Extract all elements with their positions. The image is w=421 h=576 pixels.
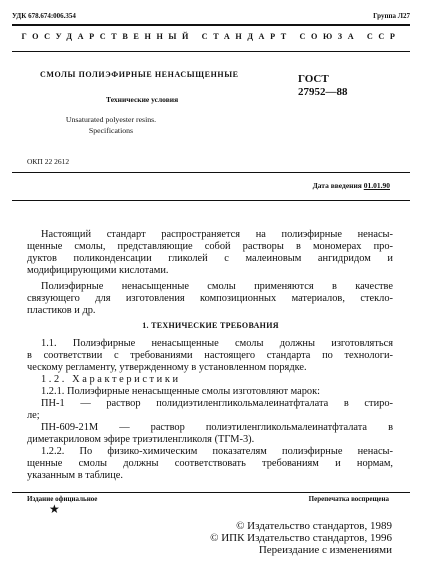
subsection-heading: 1.2. Характеристики — [41, 374, 181, 385]
body-line: 1.2.1. Полиэфирные ненасыщенные смолы изготовляют марок: — [41, 386, 321, 397]
body-line: указанным в таблице. — [27, 470, 124, 481]
okp-code: ОКП 22 2612 — [27, 157, 70, 166]
reissue-note: Переиздание с изменениями — [258, 544, 392, 556]
document-subtitle: Технические условия — [106, 95, 179, 104]
group-code: Группа Л27 — [373, 12, 410, 20]
body-line: модифицирующими кислотами. — [27, 265, 169, 276]
copyright-line: © Издательство стандартов, 1989 — [236, 520, 392, 532]
copyright-line: © ИПК Издательство стандартов, 1996 — [210, 532, 392, 544]
english-title — [0, 114, 222, 136]
body-line: 1.1. Полиэфирные ненасыщенные смолы должны изготовляться — [41, 338, 393, 349]
udk-code: УДК 678.674:006.354 — [12, 12, 76, 20]
footer-divider — [12, 492, 410, 493]
body-line: в соответствии с требованиями настоящего стандарта по технологи- — [27, 350, 393, 361]
body-line: пластиков и др. — [27, 305, 96, 316]
body-line: ле; — [27, 410, 40, 421]
gost-block — [298, 73, 348, 99]
gost-label: ГОСТ — [298, 73, 329, 85]
document-title: СМОЛЫ ПОЛИЭФИРНЫЕ НЕНАСЫЩЕННЫЕ — [40, 70, 239, 79]
body-line: Полиэфирные ненасыщенные смолы применяются в качестве — [41, 281, 393, 292]
body-line: ПН-1 — раствор полидиэтиленгликольмалеинатфталата в стиро- — [41, 398, 393, 409]
body-line: ПН-609-21М — раствор полиэтиленгликольмалеинатфталата в — [41, 422, 393, 433]
body-line: щенные смолы должны соответствовать требованиям и нормам, — [27, 458, 393, 469]
english-title-line: Specifications — [88, 126, 134, 135]
body-line: 1.2.2. По физико-химическим показателям полиэфирные ненасы- — [41, 446, 393, 457]
date-value: 01.01.90 — [363, 181, 390, 190]
body-line: щенные смолы, представляющие собой растворы в мономерах про- — [27, 241, 393, 252]
gost-number: 27952—88 — [298, 86, 348, 98]
standard-title: ГОСУДАРСТВЕННЫЙ СТАНДАРТ СОЮЗА ССР — [21, 32, 401, 41]
section-heading: 1. ТЕХНИЧЕСКИЕ ТРЕБОВАНИЯ — [142, 321, 279, 330]
body-line: связующего для изготовления композиционных материалов, стекло- — [27, 293, 393, 304]
body-line: ческому регламенту, утвержденному в установленном порядке. — [27, 362, 307, 373]
date-label: Дата введения — [312, 181, 362, 190]
header-divider — [12, 51, 410, 52]
effective-date — [313, 181, 390, 190]
star-icon: ★ — [49, 502, 60, 516]
reprint-forbidden-label: Перепечатка воспрещена — [308, 495, 389, 503]
english-title-line: Unsaturated polyester resins. — [65, 115, 157, 124]
okp-divider — [12, 172, 410, 173]
body-line: Настоящий стандарт распространяется на полиэфирные ненасы- — [41, 229, 393, 240]
date-divider — [12, 200, 410, 201]
top-divider — [12, 24, 410, 26]
body-line: дуктов поликонденсации гликолей с малеиновым ангидридом и — [27, 253, 393, 264]
body-line: диметакриловом эфире триэтиленгликоля (ТГМ-3). — [27, 434, 255, 445]
official-edition-label: Издание официальное — [27, 495, 98, 503]
